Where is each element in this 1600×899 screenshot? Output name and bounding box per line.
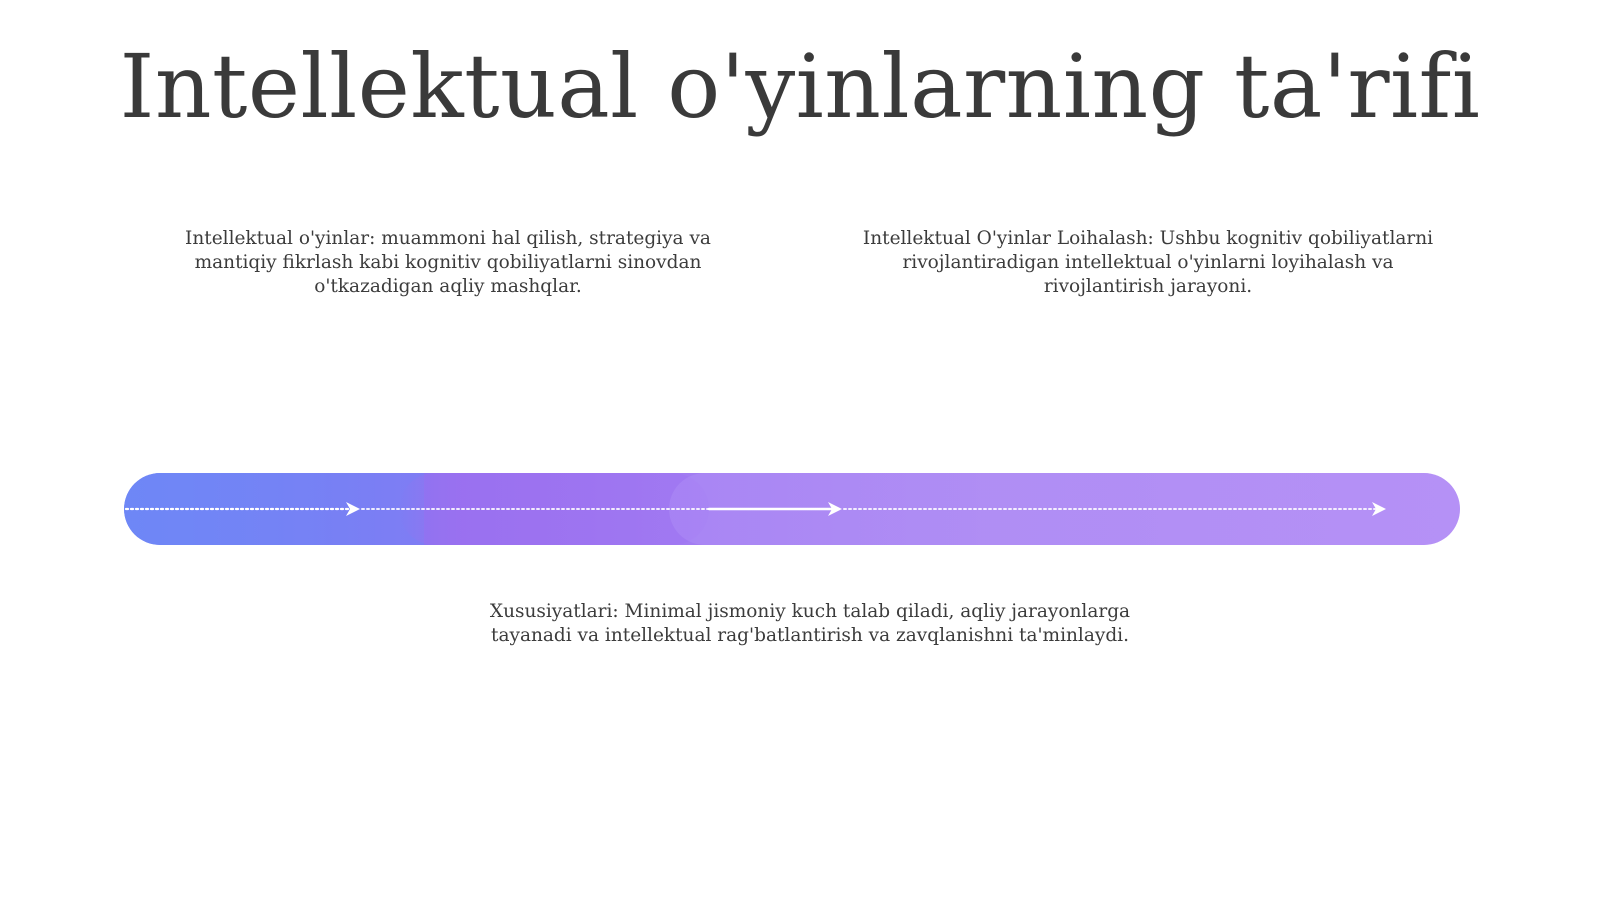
timeline-bar (124, 473, 1460, 545)
timeline-arrows (124, 473, 1460, 545)
definition-text-right: Intellektual O'yinlar Loihalash: Ushbu kognitiv qobiliyatlarni rivojlantiradigan intellektual o'yinlarni loyihalash va rivojlantirish jarayoni. (862, 228, 1434, 297)
slide-title: Intellektual o'yinlarning ta'rifi (119, 35, 1481, 138)
features-text: Xususiyatlari: Minimal jismoniy kuch talab qiladi, aqliy jarayonlarga tayanadi va intellektual rag'batlantirish va zavqlanishni ta'minlaydi. (489, 601, 1131, 646)
definition-text-left: Intellektual o'yinlar: muammoni hal qilish, strategiya va mantiqiy fikrlash kabi kognitiv qobiliyatlarni sinovdan o'tkazadigan aqliy mashqlar. (185, 228, 711, 297)
